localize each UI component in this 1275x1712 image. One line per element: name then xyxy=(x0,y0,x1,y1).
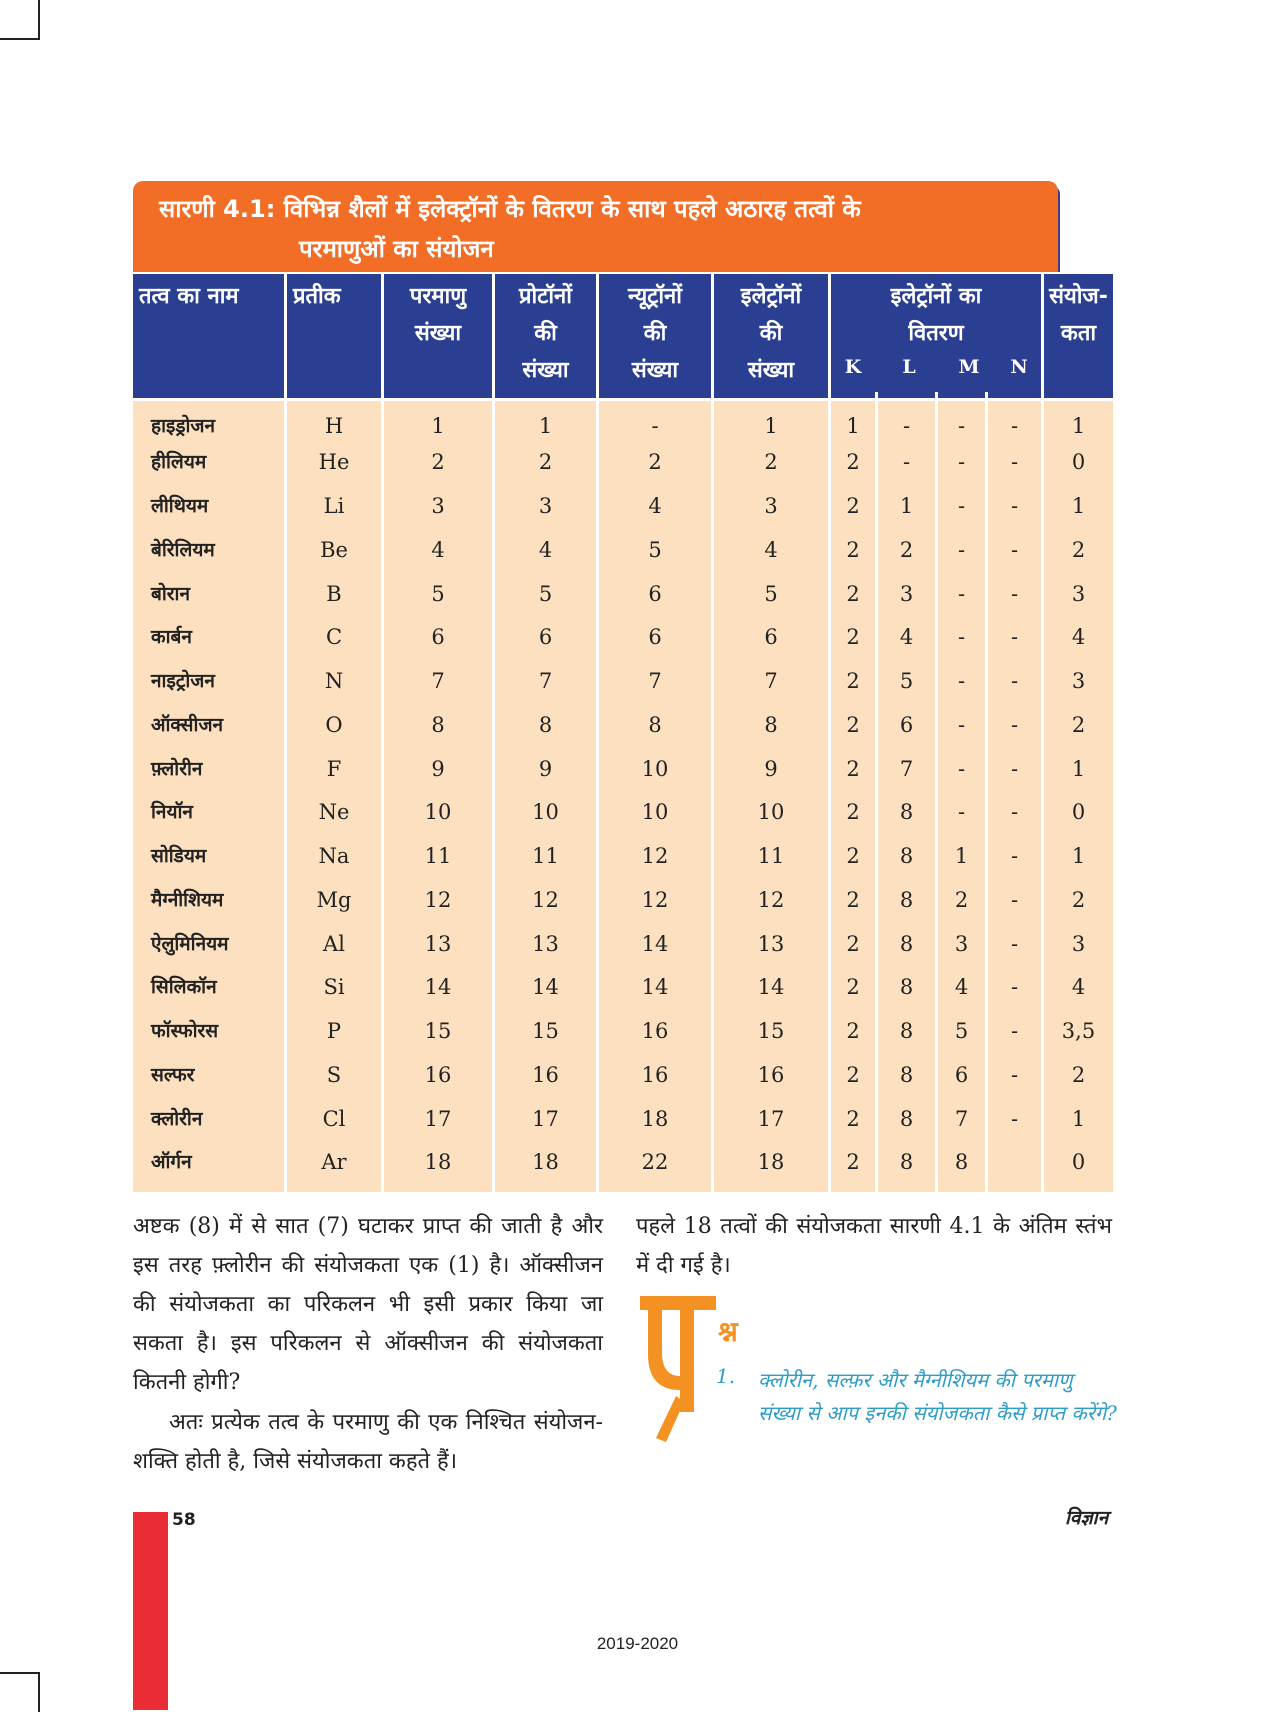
cell-k: 1 xyxy=(846,414,860,438)
table-row xyxy=(133,617,1113,657)
header-protons xyxy=(495,274,596,398)
cell-symbol: O xyxy=(325,713,343,737)
cell-symbol: Al xyxy=(323,932,345,956)
cell-symbol: Be xyxy=(320,538,348,562)
cell-l: - xyxy=(902,450,911,474)
table-row xyxy=(133,792,1113,832)
cell-name: सोडियम xyxy=(151,845,207,867)
table-row xyxy=(133,1055,1113,1095)
cell-name: हीलियम xyxy=(151,451,207,473)
cell-p: 14 xyxy=(532,975,559,999)
cell-k: 2 xyxy=(846,888,860,912)
header-name-label: तत्व का नाम xyxy=(139,284,239,309)
header-valency-line-2: कता xyxy=(1060,321,1097,346)
cell-name: ऐलुमिनियम xyxy=(151,933,229,955)
cell-n: 18 xyxy=(641,1107,669,1131)
cell-n: - xyxy=(1010,582,1019,606)
cell-p: 17 xyxy=(532,1107,559,1131)
cell-v: 1 xyxy=(1071,494,1086,518)
cell-m: - xyxy=(957,582,966,606)
cell-name: बोरान xyxy=(151,583,191,605)
cell-l: 3 xyxy=(899,582,914,606)
cell-p: 3 xyxy=(538,494,553,518)
cell-e: 5 xyxy=(764,582,778,606)
header-distribution-line-2: वितरण xyxy=(908,321,964,346)
cell-symbol: P xyxy=(326,1019,342,1043)
header-atomic-number-line-1: परमाणु xyxy=(409,284,467,309)
header-neutrons-line-3: संख्या xyxy=(631,358,679,383)
cell-z: 17 xyxy=(424,1107,452,1131)
cell-e: 14 xyxy=(757,975,785,999)
header-shell-k: K xyxy=(844,356,862,378)
cell-m: - xyxy=(957,450,966,474)
cell-e: 11 xyxy=(757,844,785,868)
question-pra-glyph-icon xyxy=(636,1292,720,1462)
cell-v: 1 xyxy=(1071,1107,1086,1131)
cell-l: 5 xyxy=(899,669,914,693)
cell-name: सल्फर xyxy=(151,1064,195,1086)
cell-n: 12 xyxy=(641,888,669,912)
header-electrons-line-2: की xyxy=(759,321,783,346)
cell-l: 8 xyxy=(899,1063,914,1087)
crop-mark-top-left xyxy=(0,0,40,40)
table-caption xyxy=(133,181,1058,272)
cell-n: 8 xyxy=(648,713,662,737)
cell-n: 4 xyxy=(648,494,662,518)
cell-p: 5 xyxy=(538,582,553,606)
cell-m: 2 xyxy=(954,888,969,912)
cell-v: 0 xyxy=(1071,1150,1086,1174)
cell-l: 1 xyxy=(899,494,914,518)
cell-e: 2 xyxy=(764,450,778,474)
cell-l: 8 xyxy=(899,975,914,999)
cell-e: 4 xyxy=(764,538,778,562)
cell-e: 16 xyxy=(757,1063,785,1087)
table-row xyxy=(133,1099,1113,1139)
table-row xyxy=(133,749,1113,789)
element-table xyxy=(133,274,1113,1192)
book-title: विज्ञान xyxy=(1065,1507,1109,1529)
cell-e: 12 xyxy=(757,888,785,912)
cell-l: 4 xyxy=(899,625,914,649)
cell-z: 10 xyxy=(424,800,452,824)
cell-l: 8 xyxy=(899,888,914,912)
cell-z: 8 xyxy=(431,713,445,737)
cell-z: 6 xyxy=(431,625,445,649)
cell-symbol: S xyxy=(326,1063,342,1087)
cell-e: 7 xyxy=(764,669,778,693)
cell-symbol: C xyxy=(325,625,343,649)
cell-z: 12 xyxy=(424,888,452,912)
cell-n: - xyxy=(1010,625,1019,649)
table-header xyxy=(133,274,1113,398)
cell-k: 2 xyxy=(846,1063,860,1087)
crop-mark-bottom-left xyxy=(0,1672,40,1712)
cell-l: 6 xyxy=(899,713,914,737)
cell-name: हाइड्रोजन xyxy=(151,415,216,437)
table-row xyxy=(133,705,1113,745)
table-row xyxy=(133,442,1113,482)
header-neutrons xyxy=(599,274,711,398)
cell-m: - xyxy=(957,538,966,562)
cell-symbol: Li xyxy=(323,494,345,518)
cell-name: बेरिलियम xyxy=(151,539,215,561)
header-shell-n: N xyxy=(1010,356,1028,378)
cell-symbol: Na xyxy=(318,844,350,868)
cell-n: 2 xyxy=(648,450,662,474)
cell-e: 13 xyxy=(757,932,785,956)
cell-name: नाइट्रोजन xyxy=(151,670,215,692)
cell-v: 3 xyxy=(1071,582,1086,606)
header-protons-line-3: संख्या xyxy=(522,358,569,383)
cell-z: 2 xyxy=(431,450,445,474)
cell-symbol: B xyxy=(326,582,342,606)
cell-name: सिलिकॉन xyxy=(151,976,217,998)
cell-name: कार्बन xyxy=(151,626,192,648)
cell-l: 8 xyxy=(899,800,914,824)
header-protons-line-1: प्रोटॉनों xyxy=(519,284,572,309)
header-shell-l: L xyxy=(902,356,916,378)
cell-n: - xyxy=(1010,1019,1019,1043)
cell-p: 18 xyxy=(532,1150,559,1174)
header-electrons-line-1: इलेट्रॉनों xyxy=(740,284,802,309)
cell-n: - xyxy=(1010,800,1019,824)
cell-n: - xyxy=(1010,713,1019,737)
header-distribution xyxy=(831,274,1041,398)
header-electrons xyxy=(714,274,828,398)
cell-l: 7 xyxy=(899,757,914,781)
cell-name: ऑर्गन xyxy=(151,1151,192,1173)
cell-n: 6 xyxy=(648,625,662,649)
header-neutrons-line-1: न्यूट्रॉनों xyxy=(628,284,682,309)
cell-name: ऑक्सीजन xyxy=(151,714,224,736)
header-protons-line-2: की xyxy=(534,321,557,346)
cell-k: 2 xyxy=(846,1019,860,1043)
header-electrons-line-3: संख्या xyxy=(747,358,795,383)
cell-p: 8 xyxy=(538,713,553,737)
cell-n: 6 xyxy=(648,582,662,606)
cell-m: 7 xyxy=(954,1107,969,1131)
cell-m: - xyxy=(957,494,966,518)
cell-l: - xyxy=(902,414,911,438)
cell-v: 0 xyxy=(1071,800,1086,824)
cell-l: 8 xyxy=(899,1019,914,1043)
cell-z: 14 xyxy=(424,975,452,999)
cell-n: - xyxy=(1010,1063,1019,1087)
table-row xyxy=(133,967,1113,1007)
left-paragraph-1: अष्टक (8) में से सात (7) घटाकर प्राप्त की जाती है और इस तरह फ़्लोरीन की संयोजकता एक (1) है। ऑक्सीजन की संयोजकता का परिकलन भी इसी प्रकार किया जा सकता है। इस परिकलन से ऑक्सीजन की संयोजकता कितनी होगी? xyxy=(133,1214,603,1395)
cell-n xyxy=(988,1142,1041,1182)
cell-n: 16 xyxy=(641,1063,669,1087)
cell-e: 10 xyxy=(757,800,785,824)
cell-v: 1 xyxy=(1071,757,1086,781)
header-shell-m: M xyxy=(958,356,980,378)
question-heading: श्न xyxy=(718,1315,738,1348)
cell-z: 13 xyxy=(424,932,452,956)
question-text: क्लोरीन, सल्फ़र और मैग्नीशियम की परमाणु संख्या से आप इनकी संयोजकता कैसे प्राप्त करेंगे? xyxy=(758,1368,1117,1425)
cell-name: नियॉन xyxy=(151,801,193,823)
cell-name: फ़्लोरीन xyxy=(151,758,203,780)
cell-k: 2 xyxy=(846,582,860,606)
table-row xyxy=(133,880,1113,920)
cell-m: 6 xyxy=(954,1063,969,1087)
cell-m: - xyxy=(957,414,966,438)
cell-n: - xyxy=(1010,414,1019,438)
cell-n: - xyxy=(1010,538,1019,562)
cell-v: 4 xyxy=(1071,975,1086,999)
cell-symbol: Ne xyxy=(318,800,350,824)
cell-k: 2 xyxy=(846,844,860,868)
header-distribution-line-1: इलेट्रॉनों का xyxy=(890,284,982,309)
cell-m: - xyxy=(957,669,966,693)
table-row xyxy=(133,1142,1113,1182)
table-caption-line-2: परमाणुओं का संयोजन xyxy=(299,235,494,263)
table-row xyxy=(133,530,1113,570)
cell-v: 0 xyxy=(1071,450,1086,474)
cell-p: 7 xyxy=(538,669,553,693)
table-row xyxy=(133,836,1113,876)
table-row xyxy=(133,486,1113,526)
cell-k: 2 xyxy=(846,1107,860,1131)
cell-name: मैग्नीशियम xyxy=(151,889,224,911)
header-divider xyxy=(133,398,1113,401)
cell-v: 3 xyxy=(1071,932,1086,956)
cell-n: - xyxy=(651,414,659,438)
cell-p: 12 xyxy=(532,888,559,912)
cell-v: 3 xyxy=(1071,669,1086,693)
header-atomic-number-line-2: संख्या xyxy=(414,321,462,346)
cell-symbol: Cl xyxy=(322,1107,346,1131)
cell-k: 2 xyxy=(846,538,860,562)
header-name xyxy=(133,274,284,398)
cell-k: 2 xyxy=(846,757,860,781)
cell-k: 2 xyxy=(846,494,860,518)
cell-l: 8 xyxy=(899,844,914,868)
cell-n: 5 xyxy=(648,538,662,562)
cell-v: 2 xyxy=(1071,713,1086,737)
cell-z: 1 xyxy=(431,414,445,438)
cell-p: 13 xyxy=(532,932,559,956)
cell-k: 2 xyxy=(846,800,860,824)
cell-v: 2 xyxy=(1071,538,1086,562)
cell-name: फॉस्फोरस xyxy=(151,1020,219,1042)
cell-z: 9 xyxy=(431,757,445,781)
cell-m: - xyxy=(957,757,966,781)
cell-n: - xyxy=(1010,450,1019,474)
edition-year: 2019-2020 xyxy=(596,1634,679,1653)
cell-symbol: Si xyxy=(323,975,345,999)
cell-v: 4 xyxy=(1071,625,1086,649)
cell-e: 8 xyxy=(764,713,778,737)
cell-e: 6 xyxy=(764,625,778,649)
cell-n: - xyxy=(1010,844,1019,868)
cell-n: 12 xyxy=(641,844,669,868)
cell-p: 6 xyxy=(538,625,553,649)
cell-e: 3 xyxy=(764,494,778,518)
cell-symbol: Ar xyxy=(321,1150,347,1174)
cell-z: 18 xyxy=(424,1150,452,1174)
right-paragraph: पहले 18 तत्वों की संयोजकता सारणी 4.1 के अंतिम स्तंभ में दी गई है। xyxy=(636,1214,1112,1278)
cell-z: 15 xyxy=(424,1019,452,1043)
table-row xyxy=(133,406,1113,446)
cell-v: 2 xyxy=(1071,888,1086,912)
cell-k: 2 xyxy=(846,932,860,956)
cell-l: 8 xyxy=(899,1107,914,1131)
cell-n: - xyxy=(1010,757,1019,781)
cell-k: 2 xyxy=(846,975,860,999)
cell-symbol: F xyxy=(326,757,342,781)
cell-l: 2 xyxy=(899,538,914,562)
question-number: 1. xyxy=(716,1364,736,1388)
cell-e: 1 xyxy=(764,414,778,438)
header-symbol-label: प्रतीक xyxy=(293,284,341,309)
cell-p: 9 xyxy=(538,757,553,781)
cell-k: 2 xyxy=(846,450,860,474)
cell-symbol: H xyxy=(324,414,344,438)
cell-n: - xyxy=(1010,1107,1019,1131)
cell-k: 2 xyxy=(846,1150,860,1174)
cell-symbol: Mg xyxy=(316,888,352,912)
cell-p: 15 xyxy=(532,1019,559,1043)
header-symbol xyxy=(287,274,381,398)
cell-n: - xyxy=(1010,669,1019,693)
cell-z: 5 xyxy=(431,582,445,606)
cell-e: 17 xyxy=(757,1107,785,1131)
cell-p: 1 xyxy=(538,414,553,438)
left-paragraph-2: अतः प्रत्येक तत्व के परमाणु की एक निश्चित संयोजन-शक्ति होती है, जिसे संयोजकता कहते हैं। xyxy=(133,1410,603,1474)
cell-k: 2 xyxy=(846,625,860,649)
cell-z: 7 xyxy=(431,669,445,693)
cell-v: 1 xyxy=(1071,844,1086,868)
table-row xyxy=(133,574,1113,614)
page-number: 58 xyxy=(172,1510,196,1530)
cell-e: 18 xyxy=(757,1150,785,1174)
cell-v: 1 xyxy=(1071,414,1086,438)
cell-n: 7 xyxy=(648,669,662,693)
cell-n: 10 xyxy=(641,757,669,781)
header-neutrons-line-2: की xyxy=(643,321,667,346)
cell-z: 3 xyxy=(431,494,445,518)
cell-e: 15 xyxy=(757,1019,785,1043)
cell-p: 11 xyxy=(532,844,559,868)
cell-z: 11 xyxy=(424,844,452,868)
cell-l: 8 xyxy=(899,932,914,956)
cell-l: 8 xyxy=(899,1150,914,1174)
cell-e: 9 xyxy=(764,757,778,781)
cell-m: 4 xyxy=(954,975,969,999)
cell-n: - xyxy=(1010,975,1019,999)
cell-symbol: N xyxy=(324,669,344,693)
cell-m: - xyxy=(957,713,966,737)
cell-n: 22 xyxy=(641,1150,669,1174)
cell-n: - xyxy=(1010,888,1019,912)
cell-v: 2 xyxy=(1071,1063,1086,1087)
header-valency-line-1: संयोज- xyxy=(1049,284,1108,309)
cell-name: क्लोरीन xyxy=(151,1108,203,1130)
cell-z: 16 xyxy=(424,1063,452,1087)
cell-n: 14 xyxy=(641,975,669,999)
cell-n: 10 xyxy=(641,800,669,824)
cell-n: 14 xyxy=(641,932,669,956)
table-row xyxy=(133,924,1113,964)
cell-p: 2 xyxy=(538,450,553,474)
cell-v: 3,5 xyxy=(1061,1019,1096,1043)
header-valency xyxy=(1044,274,1113,398)
cell-p: 10 xyxy=(532,800,559,824)
table-row xyxy=(133,1011,1113,1051)
page-edge-bar xyxy=(133,1512,168,1710)
table-row xyxy=(133,661,1113,701)
cell-n: - xyxy=(1010,932,1019,956)
cell-p: 16 xyxy=(532,1063,559,1087)
cell-m: - xyxy=(957,625,966,649)
cell-p: 4 xyxy=(538,538,553,562)
cell-m: - xyxy=(957,800,966,824)
cell-m: 3 xyxy=(954,932,969,956)
cell-k: 2 xyxy=(846,669,860,693)
cell-z: 4 xyxy=(431,538,445,562)
cell-k: 2 xyxy=(846,713,860,737)
cell-m: 8 xyxy=(954,1150,969,1174)
header-atomic-number xyxy=(384,274,492,398)
cell-name: लीथियम xyxy=(151,495,209,517)
cell-m: 1 xyxy=(954,844,969,868)
cell-m: 5 xyxy=(954,1019,969,1043)
cell-symbol: He xyxy=(318,450,350,474)
cell-n: - xyxy=(1010,494,1019,518)
table-caption-line-1: सारणी 4.1: विभिन्न शैलों में इलेक्ट्रॉनों के वितरण के साथ पहले अठारह तत्वों के xyxy=(159,195,861,223)
cell-n: 16 xyxy=(641,1019,669,1043)
